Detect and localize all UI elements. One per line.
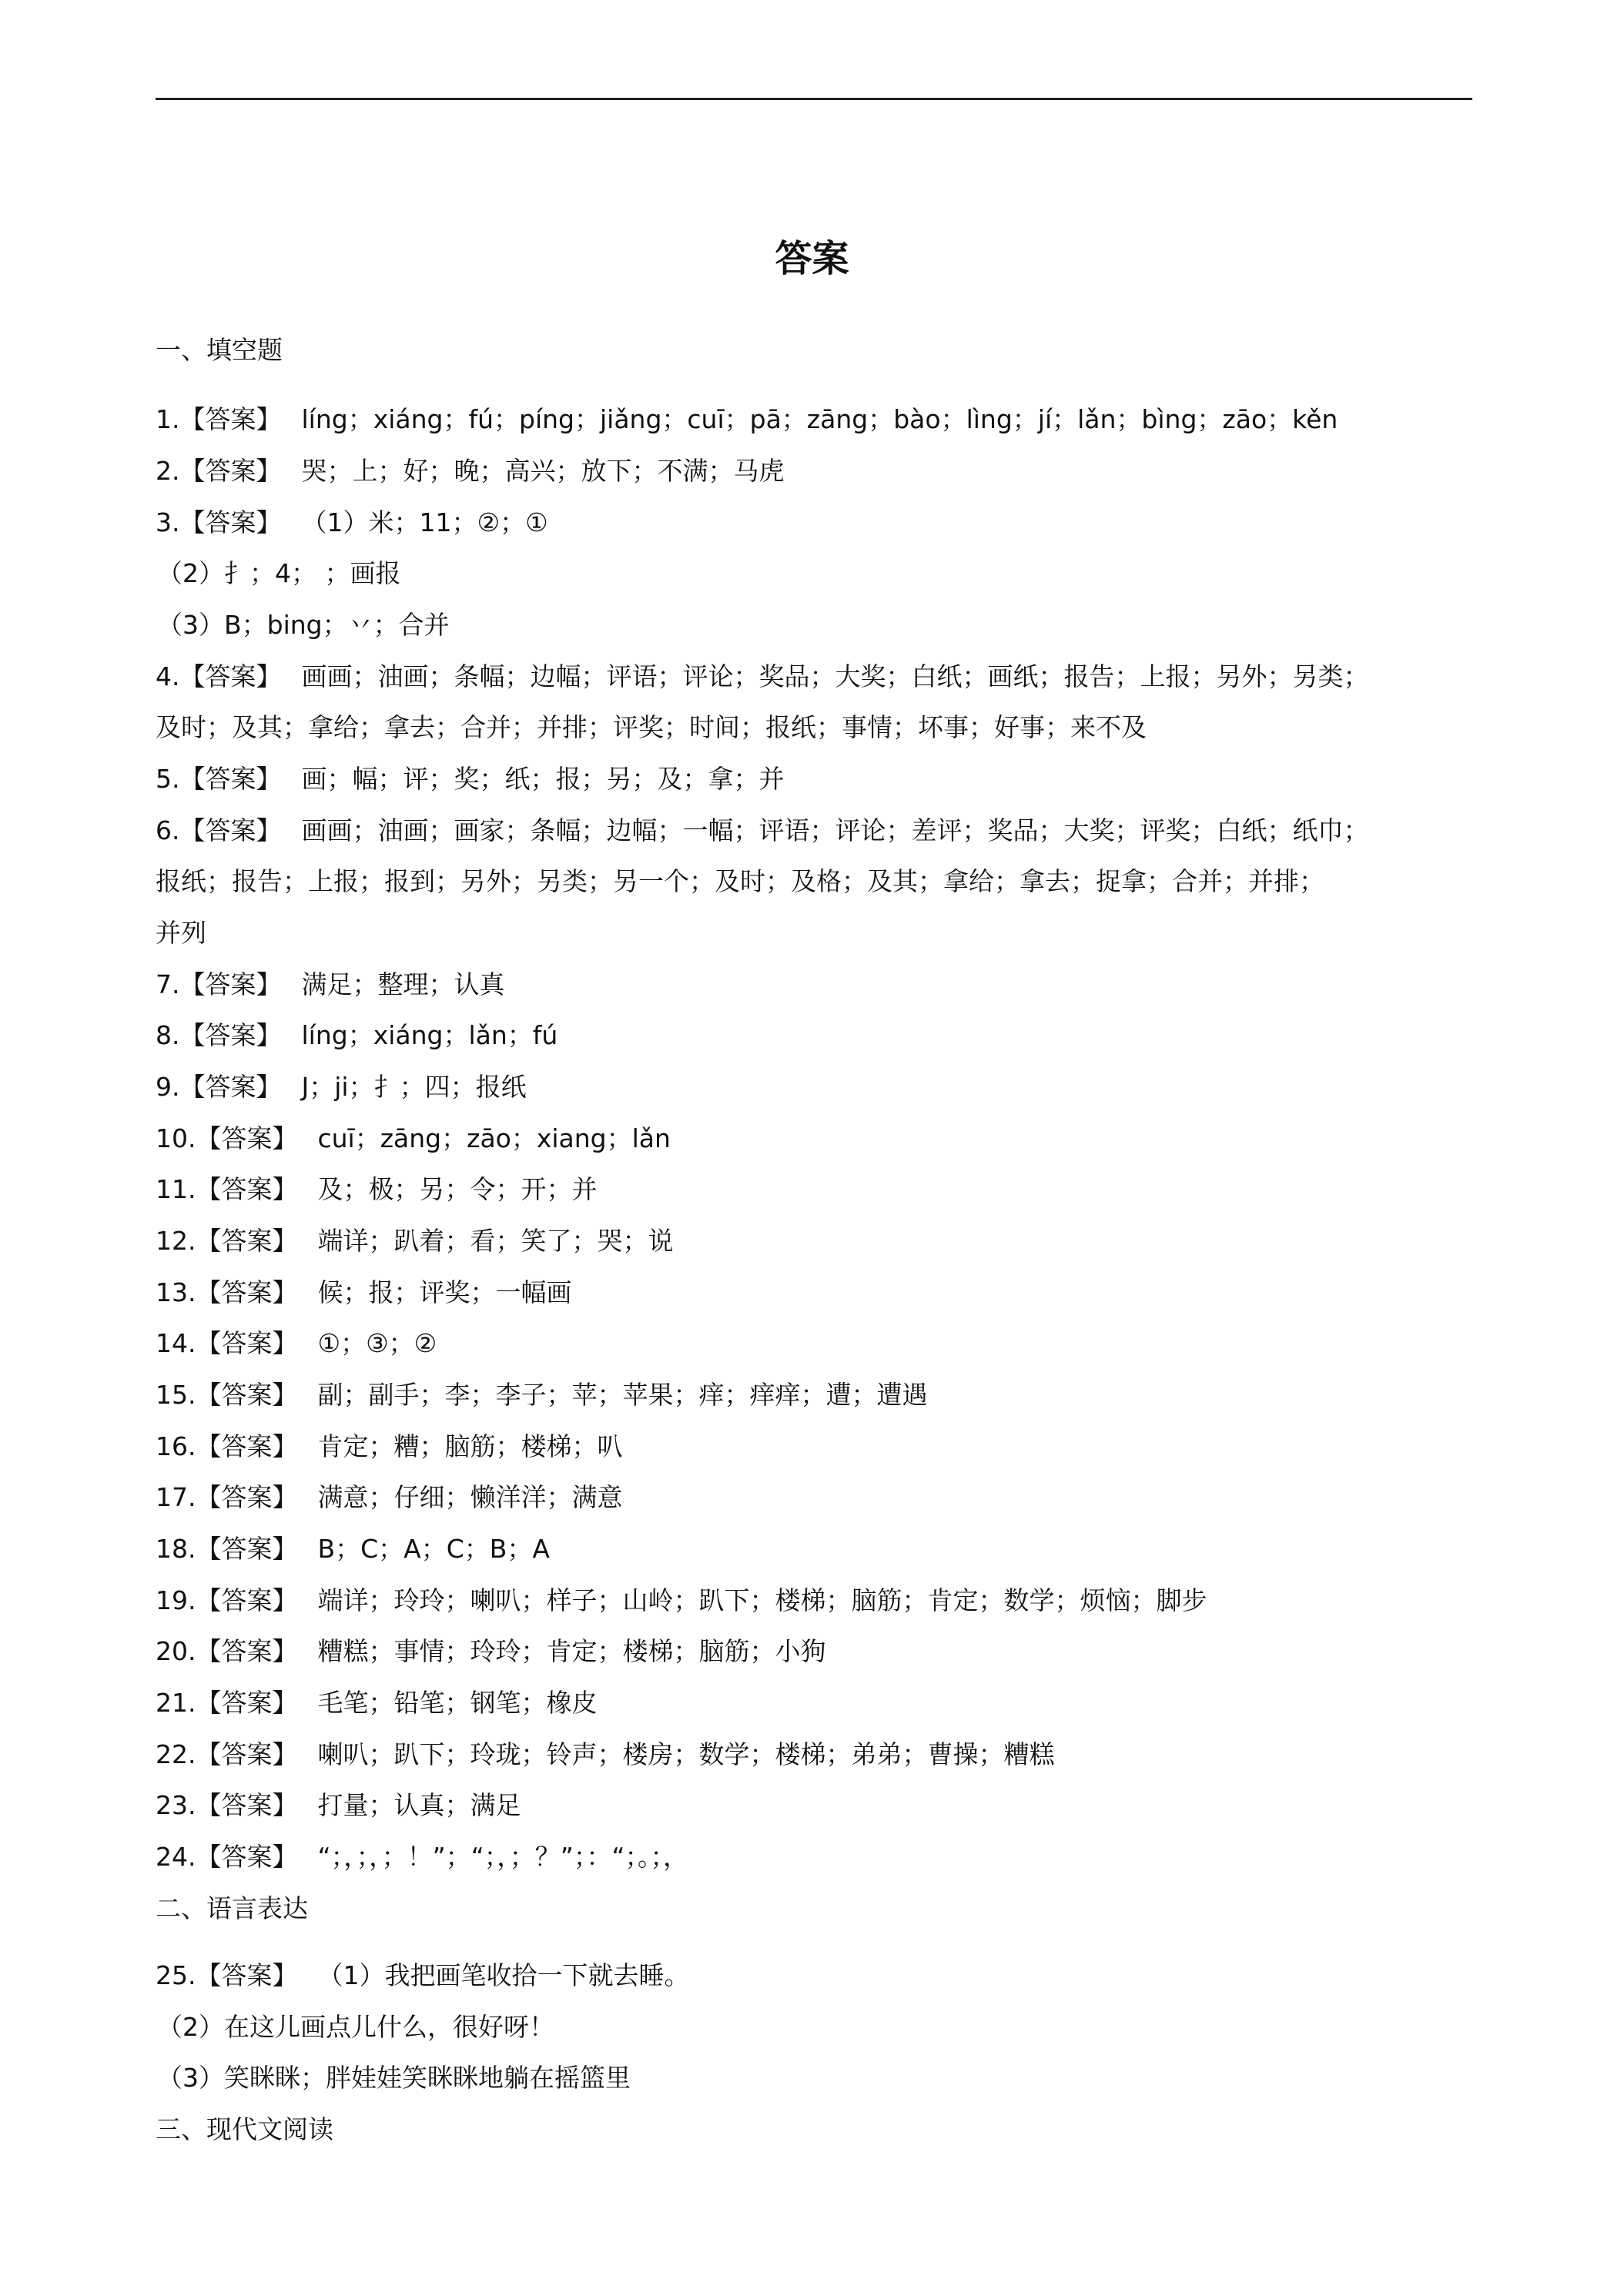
- answer-21: 21.【答案】 毛笔；铅笔；钢笔；橡皮: [156, 1684, 597, 1722]
- answer-9: 9.【答案】 J；ji；扌；四；报纸: [156, 1068, 527, 1106]
- answer-4: 4.【答案】 画画；油画；条幅；边幅；评语；评论；奖品；大奖；白纸；画纸；报告；上报；另外；另类；: [156, 658, 1369, 696]
- answer-text: J；ji；扌；四；报纸: [301, 1072, 527, 1102]
- answer-tag: 【答案】: [179, 661, 282, 691]
- answer-25-part-3: （3）笑眯眯；胖娃娃笑眯眯地躺在摇篮里: [157, 2063, 631, 2093]
- answer-tag: 【答案】: [196, 1226, 298, 1256]
- answer-text: 画画；油画；条幅；边幅；评语；评论；奖品；大奖；白纸；画纸；报告；上报；另外；另类；: [301, 661, 1369, 691]
- answer-tag: 【答案】: [196, 1328, 298, 1358]
- answer-4-line-2: 及时；及其；拿给；拿去；合并；并排；评奖；时间；报纸；事情；坏事；好事；来不及: [156, 712, 1147, 742]
- answer-text: 及；极；另；令；开；并: [317, 1174, 598, 1204]
- section-heading-reading: 三、现代文阅读: [156, 2114, 333, 2144]
- answer-12: 12.【答案】 端详；趴着；看；笑了；哭；说: [156, 1222, 673, 1260]
- answer-25: 25.【答案】 （1）我把画笔收拾一下就去睡。: [156, 1956, 689, 1995]
- answer-tag: 【答案】: [196, 1960, 298, 1990]
- answer-text: （1）米；11；②；①: [301, 507, 548, 537]
- answer-text: 满足；整理；认真: [301, 969, 505, 999]
- answer-tag: 【答案】: [196, 1174, 298, 1204]
- answer-text: líng；xiáng；fú；píng；jiǎng；cuī；pā；zāng；bào；lìng；jí；lǎn；bìng；zāo；kěn: [301, 404, 1338, 434]
- answer-tag: 【答案】: [196, 1380, 298, 1410]
- answer-1: 1.【答案】 líng；xiáng；fú；píng；jiǎng；cuī；pā；zāng；bào；lìng；jí；lǎn；bìng；zāo；kěn: [156, 400, 1338, 439]
- answer-3: 3.【答案】 （1）米；11；②；①: [156, 504, 548, 542]
- answer-7: 7.【答案】 满足；整理；认真: [156, 966, 505, 1004]
- answer-text: 肯定；糟；脑筋；楼梯；叭: [317, 1431, 623, 1461]
- answer-14: 14.【答案】 ①；③；②: [156, 1324, 437, 1363]
- answer-tag: 【答案】: [179, 1020, 282, 1050]
- answer-text: （2）扌；4； ；画报: [157, 558, 401, 588]
- answer-text: 画；幅；评；奖；纸；报；另；及；拿；并: [301, 764, 785, 794]
- answer-25-part-2: （2）在这儿画点儿什么，很好呀！: [157, 2012, 554, 2042]
- answer-text: 糟糕；事情；玲玲；肯定；楼梯；脑筋；小狗: [317, 1636, 826, 1666]
- answer-text: 喇叭；趴下；玲珑；铃声；楼房；数学；楼梯；弟弟；曹操；糟糕: [317, 1739, 1055, 1769]
- answer-text: （1）我把画笔收拾一下就去睡。: [317, 1960, 690, 1990]
- answer-text: “；，；，；！”；“；，；？”；：“；。；，: [317, 1842, 688, 1872]
- answer-text: 打量；认真；满足: [317, 1790, 521, 1820]
- answer-18: 18.【答案】 B；C；A；C；B；A: [156, 1530, 550, 1568]
- page-title: 答案: [775, 237, 849, 280]
- answer-tag: 【答案】: [196, 1585, 298, 1615]
- answer-tag: 【答案】: [179, 764, 282, 794]
- answer-23: 23.【答案】 打量；认真；满足: [156, 1786, 521, 1825]
- answer-3-part-3: （3）B；bing；丷；合并: [157, 610, 450, 640]
- answer-8: 8.【答案】 líng；xiáng；lǎn；fú: [156, 1016, 558, 1055]
- answer-tag: 【答案】: [196, 1431, 298, 1461]
- answer-16: 16.【答案】 肯定；糟；脑筋；楼梯；叭: [156, 1427, 622, 1466]
- answer-3-part-2: [157, 554, 400, 593]
- answer-tag: 【答案】: [179, 507, 282, 537]
- answer-13: 13.【答案】 候；报；评奖；一幅画: [156, 1274, 571, 1312]
- answer-5: 5.【答案】 画；幅；评；奖；纸；报；另；及；拿；并: [156, 760, 785, 798]
- answer-tag: 【答案】: [196, 1482, 298, 1512]
- answer-tag: 【答案】: [196, 1688, 298, 1718]
- section-heading-language: 二、语言表达: [156, 1893, 308, 1923]
- answer-17: 17.【答案】 满意；仔细；懒洋洋；满意: [156, 1478, 622, 1517]
- answer-6-line-3: 并列: [156, 918, 206, 948]
- answer-tag: 【答案】: [196, 1123, 298, 1153]
- header-rule: [156, 98, 1472, 100]
- answer-tag: 【答案】: [179, 456, 282, 486]
- answer-tag: 【答案】: [196, 1842, 298, 1872]
- answer-text: 端详；趴着；看；笑了；哭；说: [317, 1226, 674, 1256]
- answer-tag: 【答案】: [179, 404, 282, 434]
- answer-20: 20.【答案】 糟糕；事情；玲玲；肯定；楼梯；脑筋；小狗: [156, 1632, 825, 1671]
- answer-text: 毛笔；铅笔；钢笔；橡皮: [317, 1688, 598, 1718]
- answer-tag: 【答案】: [196, 1739, 298, 1769]
- answer-10: 10.【答案】 cuī；zāng；zāo；xiang；lǎn: [156, 1120, 671, 1158]
- answer-tag: 【答案】: [179, 969, 282, 999]
- answer-tag: 【答案】: [196, 1534, 298, 1564]
- answer-text: 画画；油画；画家；条幅；边幅；一幅；评语；评论；差评；奖品；大奖；评奖；白纸；纸巾；: [301, 815, 1369, 845]
- answer-tag: 【答案】: [179, 815, 282, 845]
- answer-22: 22.【答案】 喇叭；趴下；玲珑；铃声；楼房；数学；楼梯；弟弟；曹操；糟糕: [156, 1735, 1054, 1774]
- answer-19: 19.【答案】 端详；玲玲；喇叭；样子；山岭；趴下；楼梯；脑筋；肯定；数学；烦恼；脚步: [156, 1581, 1207, 1620]
- answer-11: 11.【答案】 及；极；另；令；开；并: [156, 1170, 597, 1209]
- answer-tag: 【答案】: [196, 1277, 298, 1307]
- answer-text: 哭；上；好；晚；高兴；放下；不满；马虎: [301, 456, 785, 486]
- answer-text: 端详；玲玲；喇叭；样子；山岭；趴下；楼梯；脑筋；肯定；数学；烦恼；脚步: [317, 1585, 1207, 1615]
- answer-2: 2.【答案】 哭；上；好；晚；高兴；放下；不满；马虎: [156, 452, 785, 490]
- answer-tag: 【答案】: [179, 1072, 282, 1102]
- section-heading-fill-blank: 一、填空题: [156, 335, 283, 365]
- answer-text: 副；副手；李；李子；苹；苹果；痒；痒痒；遭；遭遇: [317, 1380, 928, 1410]
- answer-text: B；C；A；C；B；A: [317, 1534, 550, 1564]
- answer-tag: 【答案】: [196, 1790, 298, 1820]
- answer-15: 15.【答案】 副；副手；李；李子；苹；苹果；痒；痒痒；遭；遭遇: [156, 1376, 927, 1414]
- answer-text: cuī；zāng；zāo；xiang；lǎn: [317, 1123, 671, 1153]
- answer-text: 满意；仔细；懒洋洋；满意: [317, 1482, 623, 1512]
- answer-24: 24.【答案】 “；，；，；！”；“；，；？”；：“；。；，: [156, 1838, 688, 1876]
- answer-6-line-2: 报纸；报告；上报；报到；另外；另类；另一个；及时；及格；及其；拿给；拿去；捉拿；合并；并排；: [156, 866, 1324, 896]
- answer-6: 6.【答案】 画画；油画；画家；条幅；边幅；一幅；评语；评论；差评；奖品；大奖；评奖；白纸；纸巾；: [156, 812, 1369, 850]
- answer-text: ①；③；②: [317, 1328, 437, 1358]
- answer-tag: 【答案】: [196, 1636, 298, 1666]
- answer-text: líng；xiáng；lǎn；fú: [301, 1020, 558, 1050]
- answer-text: 候；报；评奖；一幅画: [317, 1277, 572, 1307]
